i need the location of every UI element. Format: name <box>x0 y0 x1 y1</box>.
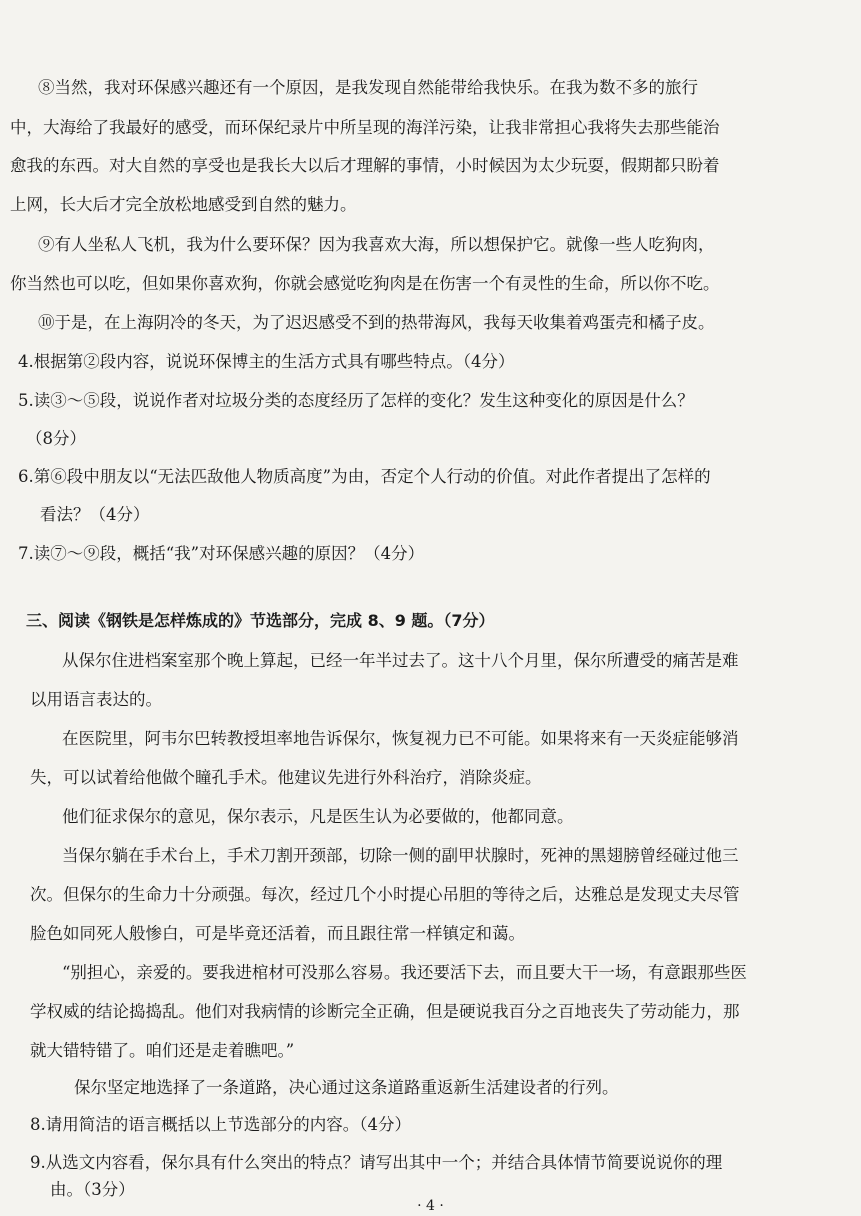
section-three-heading: 三、阅读《钢铁是怎样炼成的》节选部分，完成 8、9 题。（7分） <box>26 611 495 630</box>
s3-para6-line-1: 保尔坚定地选择了一条道路，决心通过这条道路重返新生活建设者的行列。 <box>74 1078 619 1097</box>
para8-line-4: 上网，长大后才完全放松地感受到自然的魅力。 <box>10 195 357 214</box>
question-9-line-1: 9.从选文内容看，保尔具有什么突出的特点？请写出其中一个；并结合具体情节简要说说你的理 <box>30 1153 723 1172</box>
question-8: 8.请用简洁的语言概括以上节选部分的内容。（4分） <box>30 1115 411 1134</box>
para9-line-2: 你当然也可以吃，但如果你喜欢狗，你就会感觉吃狗肉是在伤害一个有灵性的生命，所以你不吃。 <box>10 274 720 293</box>
para9-line-1: ⑨有人坐私人飞机，我为什么要环保？因为我喜欢大海，所以想保护它。就像一些人吃狗肉， <box>38 235 715 254</box>
s3-para4-line-1: 当保尔躺在手术台上，手术刀割开颈部，切除一侧的副甲状腺时，死神的黑翅膀曾经碰过他三 <box>62 846 739 865</box>
s3-para5-line-3: 就大错特错了。咱们还是走着瞧吧。” <box>30 1041 295 1060</box>
page-number: · 4 · <box>417 1198 444 1214</box>
para8-line-2: 中，大海给了我最好的感受，而环保纪录片中所呈现的海洋污染，让我非常担心我将失去那些能治 <box>10 118 720 137</box>
s3-para4-line-2: 次。但保尔的生命力十分顽强。每次，经过几个小时提心吊胆的等待之后，达雅总是发现丈夫尽管 <box>30 885 740 904</box>
question-5-line-1: 5.读③～⑤段，说说作者对垃圾分类的态度经历了怎样的变化？发生这种变化的原因是什么？ <box>18 391 694 410</box>
s3-para2-line-1: 在医院里，阿韦尔巴转教授坦率地告诉保尔，恢复视力已不可能。如果将来有一天炎症能够消 <box>62 729 739 748</box>
s3-para1-line-2: 以用语言表达的。 <box>30 690 162 709</box>
para10-line-1: ⑩于是，在上海阴冷的冬天，为了迟迟感受不到的热带海风，我每天收集着鸡蛋壳和橘子皮。 <box>38 313 715 332</box>
s3-para5-line-1: “别担心，亲爱的。要我进棺材可没那么容易。我还要活下去，而且要大干一场，有意跟那些医 <box>62 963 747 982</box>
s3-para3-line-1: 他们征求保尔的意见，保尔表示，凡是医生认为必要做的，他都同意。 <box>62 807 574 826</box>
question-4: 4.根据第②段内容，说说环保博主的生活方式具有哪些特点。（4分） <box>18 352 515 371</box>
question-5-line-2: （8分） <box>26 429 86 448</box>
para8-line-1: ⑧当然，我对环保感兴趣还有一个原因，是我发现自然能带给我快乐。在我为数不多的旅行 <box>38 78 698 97</box>
question-9-line-2: 由。（3分） <box>50 1180 135 1199</box>
question-6-line-2: 看法？（4分） <box>40 505 150 524</box>
para8-line-3: 愈我的东西。对大自然的享受也是我长大以后才理解的事情，小时候因为太少玩耍，假期都只盼着 <box>10 156 720 175</box>
s3-para5-line-2: 学权威的结论捣捣乱。他们对我病情的诊断完全正确，但是硬说我百分之百地丧失了劳动能力，那 <box>30 1002 740 1021</box>
s3-para2-line-2: 失，可以试着给他做个瞳孔手术。他建议先进行外科治疗，消除炎症。 <box>30 768 542 787</box>
s3-para4-line-3: 脸色如同死人般惨白，可是毕竟还活着，而且跟往常一样镇定和蔼。 <box>30 924 525 943</box>
s3-para1-line-1: 从保尔住进档案室那个晚上算起，已经一年半过去了。这十八个月里，保尔所遭受的痛苦是难 <box>62 651 739 670</box>
question-7: 7.读⑦～⑨段，概括“我”对环保感兴趣的原因？（4分） <box>18 544 425 563</box>
question-6-line-1: 6.第⑥段中朋友以“无法匹敌他人物质高度”为由，否定个人行动的价值。对此作者提出了怎样的 <box>18 467 711 486</box>
